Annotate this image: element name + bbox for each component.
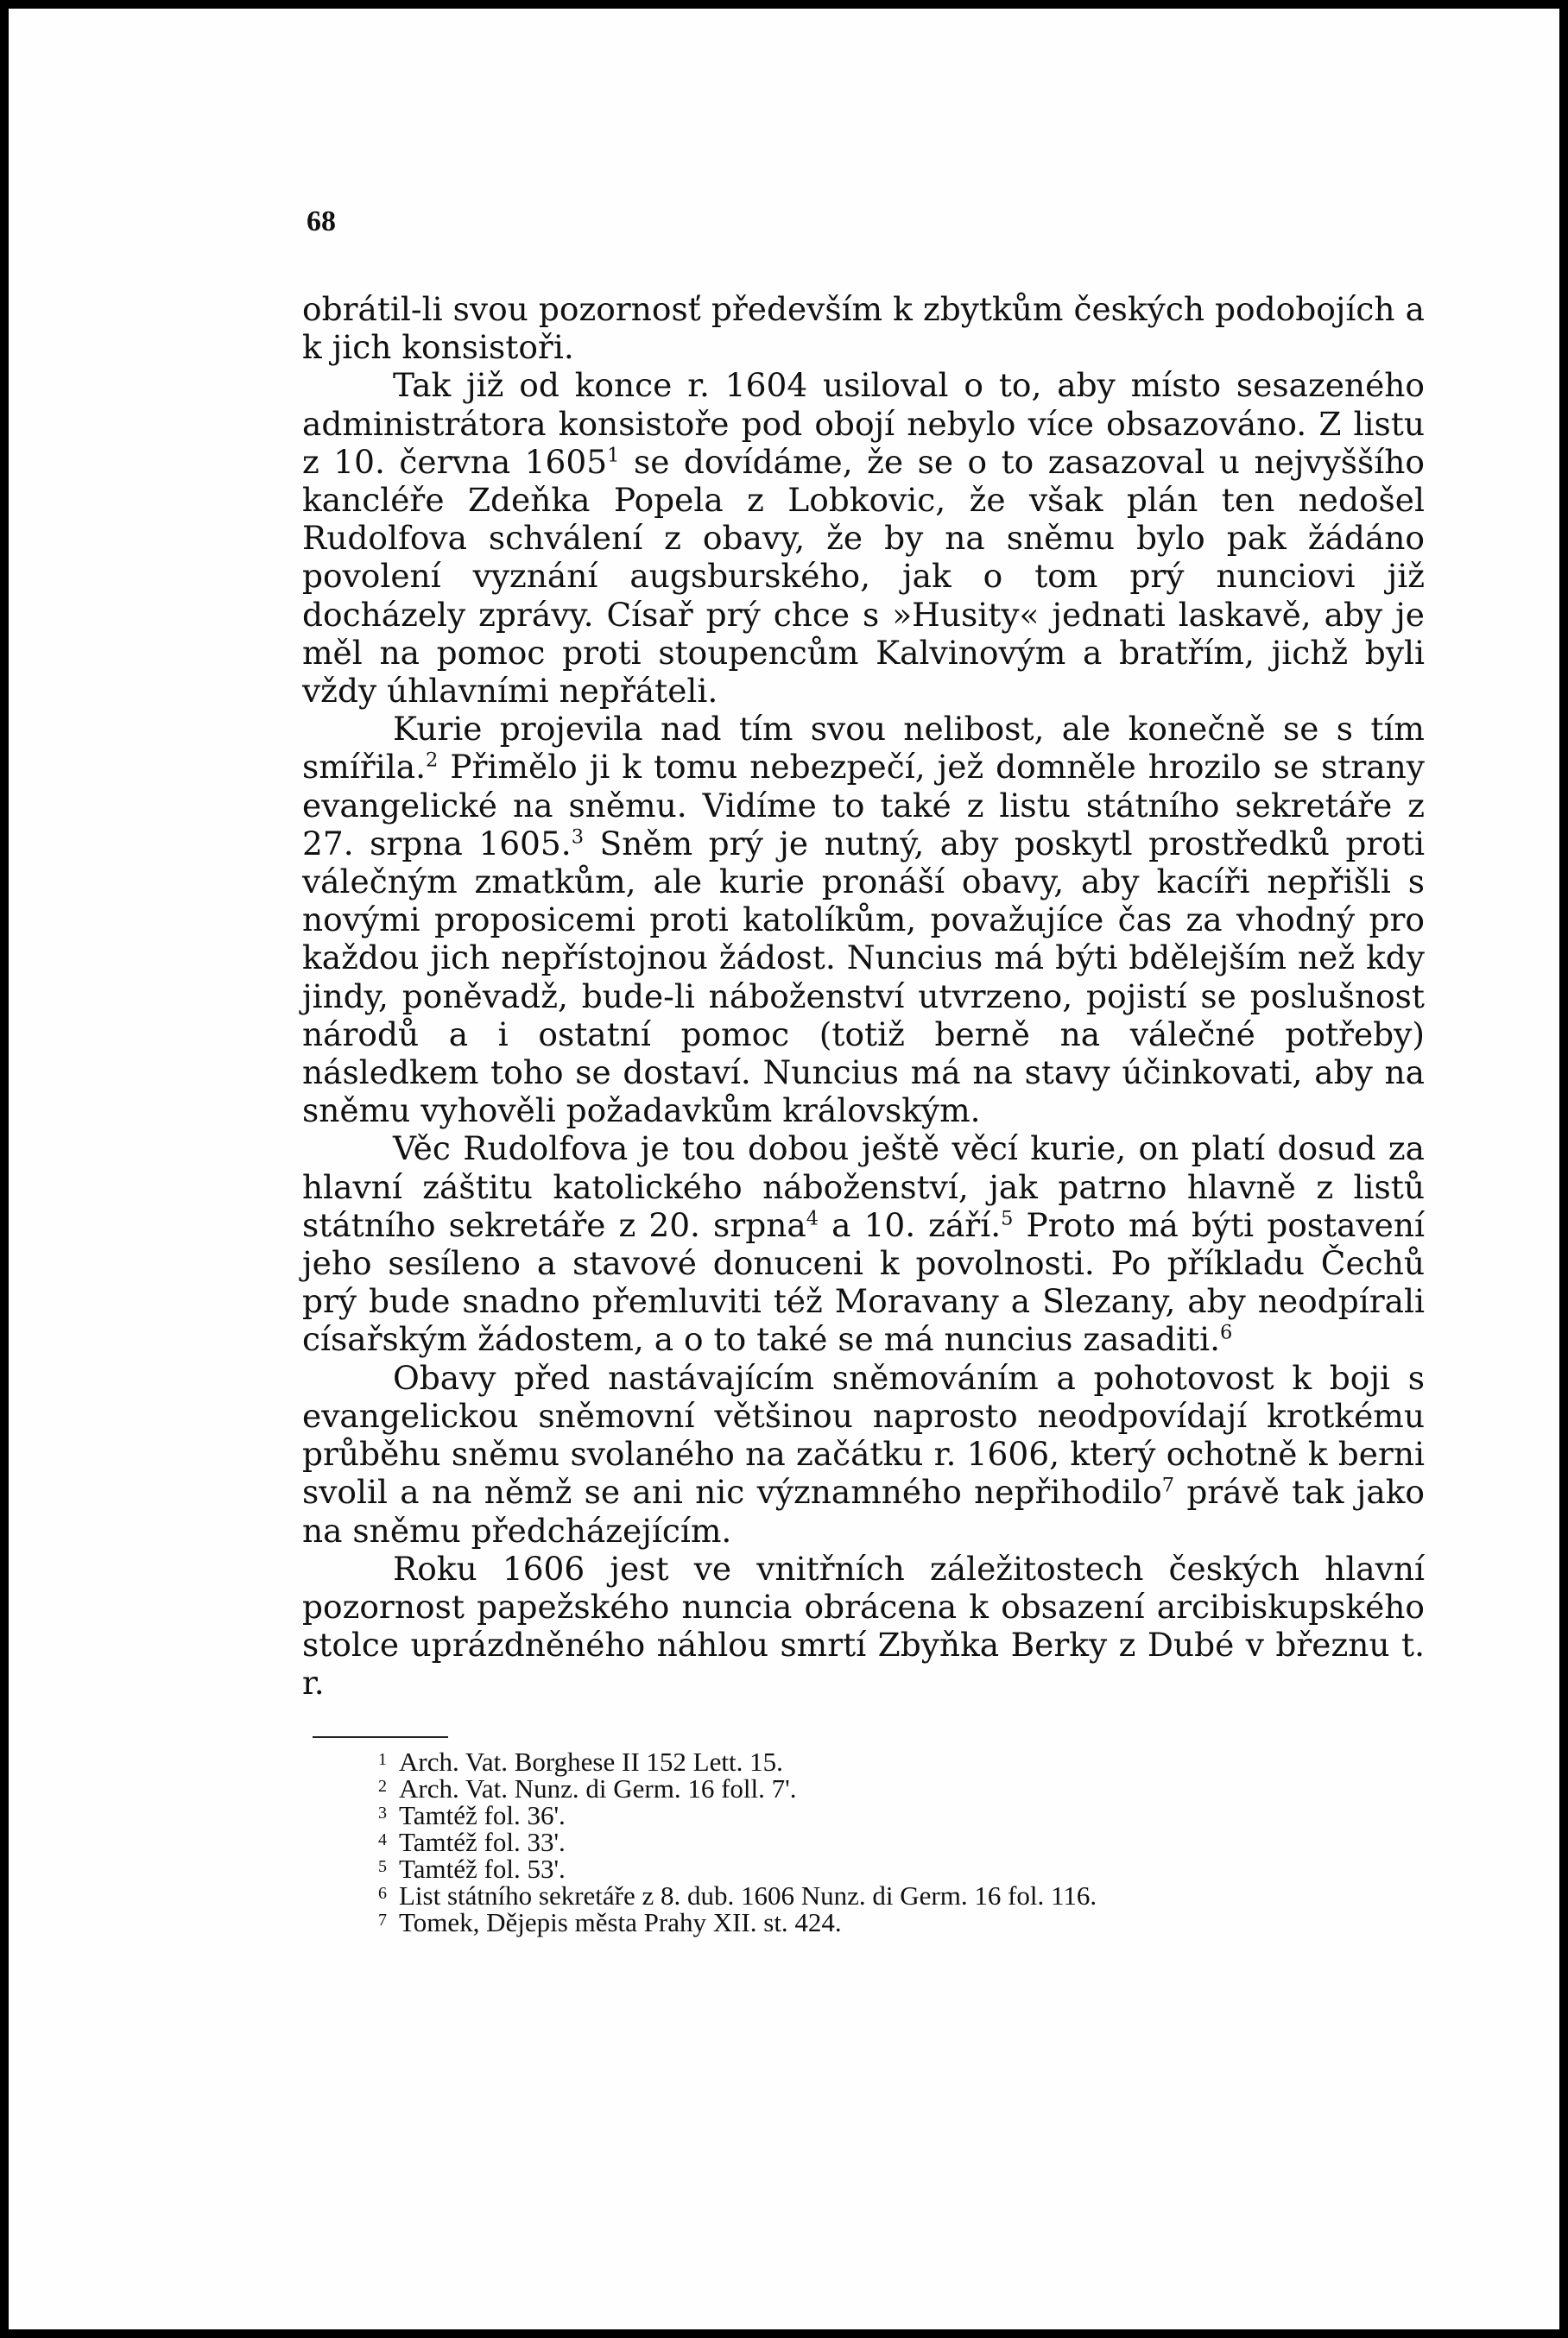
body-text bbox=[302, 290, 1425, 1703]
footnote bbox=[378, 1801, 1432, 1828]
footnote-marker: 5 bbox=[1001, 1207, 1014, 1230]
footnote bbox=[378, 1828, 1432, 1855]
footnote-text: List státního sekretáře z 8. dub. 1606 Nunz. di Germ. 16 fol. 116. bbox=[399, 1880, 1097, 1911]
paragraph bbox=[302, 710, 1425, 1129]
footnote-number: 7 bbox=[378, 1911, 387, 1930]
footnote bbox=[378, 1880, 1432, 1911]
footnote-marker: 3 bbox=[571, 825, 585, 849]
footnotes bbox=[378, 1747, 1432, 1935]
footnote-text: Arch. Vat. Borghese II 152 Lett. 15. bbox=[399, 1747, 783, 1777]
footnote-marker: 7 bbox=[1161, 1474, 1175, 1497]
footnote-text: Tamtéž fol. 33'. bbox=[399, 1827, 566, 1857]
footnote-divider bbox=[313, 1736, 448, 1738]
footnote-text: Tamtéž fol. 36'. bbox=[399, 1800, 566, 1830]
footnote-number: 5 bbox=[378, 1857, 387, 1876]
footnote-number: 3 bbox=[378, 1804, 387, 1823]
paragraph-text: Roku 1606 jest ve vnitřních záležitostech českých hlavní pozornost papežského nuncia obrácena k obsazení arcibiskupského stolce uprázdněného náhlou smrtí Zbyňka Berky z Dubé v březnu t. r. bbox=[302, 1549, 1425, 1703]
paragraph-text: Sněm prý je nutný, aby poskytl prostředků proti válečným zmatkům, ale kurie pronáší obavy, aby kacíři nepřišli s novými proposicemi proti katolíkům, považujíce čas za vhodný pro každou jich nepřístojnou žádost. Nuncius má býti bdělejším než kdy jindy, poněvadž, bude-li náboženství utvrzeno, pojistí se poslušnost národů a i ostatní pomoc (totiž berně na válečné potřeby) následkem toho se dostaví. Nuncius má na stavy účinkovati, aby na sněmu vyhověli požadavkům královským. bbox=[302, 824, 1425, 1130]
paragraph bbox=[302, 1550, 1425, 1703]
footnote bbox=[378, 1854, 1432, 1884]
footnote-marker: 1 bbox=[607, 444, 620, 467]
footnote-number: 2 bbox=[378, 1777, 387, 1796]
footnote-number: 6 bbox=[378, 1884, 387, 1903]
book-page bbox=[9, 9, 1559, 2329]
paragraph-text: Věc Rudolfova je tou dobou ještě věcí kurie, on platí dosud za hlavní záštitu katolického náboženství, jak patrno hlavně z listů státního sekretáře z 20. srpna bbox=[302, 1129, 1425, 1244]
paragraph-text: Tak již od konce r. 1604 usiloval o to, aby místo sesazeného administrátora konsistoře pod obojí nebylo více obsazováno. Z listu z 10. června 1605 bbox=[302, 366, 1425, 481]
page-number: 68 bbox=[307, 205, 336, 237]
paragraph bbox=[302, 1129, 1425, 1358]
paragraph-text: obrátil-li svou pozornosť především k zbytkům českých podobojích a k jich konsistoři. bbox=[302, 290, 1425, 367]
footnote-marker: 2 bbox=[426, 749, 439, 772]
footnote-text: Tomek, Dějepis města Prahy XII. st. 424. bbox=[399, 1907, 842, 1937]
paragraph bbox=[302, 290, 1425, 366]
footnote-marker: 6 bbox=[1220, 1321, 1233, 1344]
footnote bbox=[378, 1908, 1432, 1935]
footnote bbox=[378, 1773, 1432, 1804]
paragraph-text: Přimělo ji k tomu nebezpečí, jež domněle hrozilo se strany evangelické na sněmu. Vidíme to také z listu státního sekretáře z 27. srpna 1605. bbox=[302, 748, 1425, 863]
paragraph-text: a 10. září. bbox=[819, 1205, 1002, 1244]
paragraph bbox=[302, 1359, 1425, 1550]
paragraph bbox=[302, 366, 1425, 710]
footnote-text: Tamtéž fol. 53'. bbox=[399, 1854, 566, 1884]
footnote-number: 4 bbox=[378, 1830, 387, 1849]
footnote-number: 1 bbox=[378, 1750, 387, 1769]
paragraph-text: Kurie projevila nad tím svou nelibost, ale konečně se s tím smířila. bbox=[302, 710, 1425, 787]
paragraph-text: právě tak jako na sněmu předcházejícím. bbox=[302, 1473, 1425, 1550]
paragraph-text: Proto má býti postavení jeho sesíleno a stavové donuceni k povolnosti. Po příkladu Čechů prý bude snadno přemluviti též Moravany a Slezany, aby neodpírali císařským žádostem, a o to také se má nuncius zasaditi. bbox=[302, 1205, 1425, 1359]
paragraph-text: Obavy před nastávajícím sněmováním a pohotovost k boji s evangelickou sněmovní většinou naprosto neodpovídají krotkému průběhu sněmu svolaného na začátku r. 1606, který ochotně k berni svolil a na němž se ani nic významného nepřihodilo bbox=[302, 1358, 1425, 1512]
paragraph-text: se dovídáme, že se o to zasazoval u nejvyššího kancléře Zdeňka Popela z Lobkovic, že však plán ten nedošel Rudolfova schválení z obavy, že by na sněmu bylo pak žádáno povolení vyznání augsburského, jak o tom prý nunciovi již docházely zprávy. Císař prý chce s »Husity« jednati laskavě, aby je měl na pomoc proti stoupencům Kalvinovým a bratřím, jichž byli vždy úhlavními nepřáteli. bbox=[302, 442, 1425, 711]
footnote bbox=[378, 1747, 1432, 1777]
footnote-marker: 4 bbox=[806, 1207, 819, 1230]
footnote-text: Arch. Vat. Nunz. di Germ. 16 foll. 7'. bbox=[399, 1773, 797, 1804]
